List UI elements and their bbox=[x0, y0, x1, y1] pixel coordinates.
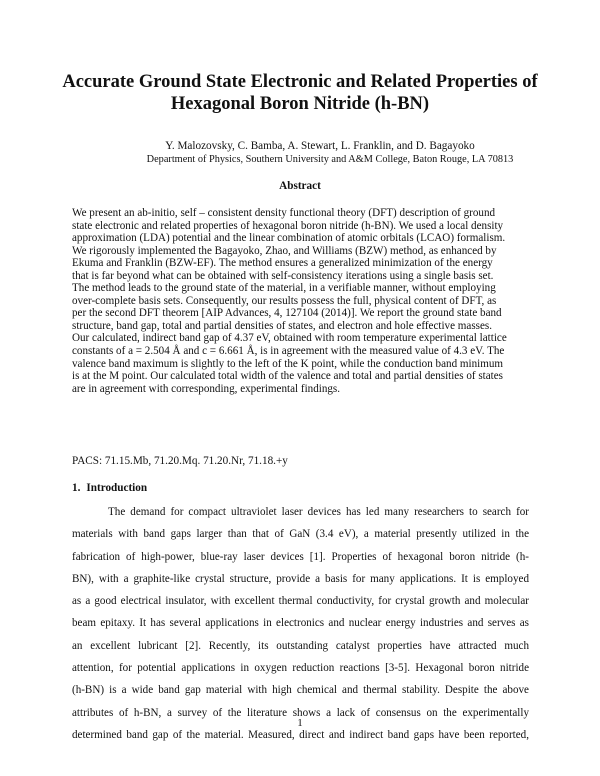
abstract-line: Ekuma and Franklin (BZW-EF). The method ensures a generalized minimization of the energy bbox=[72, 257, 493, 270]
abstract-body bbox=[72, 207, 532, 395]
body-line: an excellent lubricant [2]. Recently, its outstanding catalyst properties have attracted much bbox=[72, 639, 529, 652]
abstract-line: that is far beyond what can be obtained with self-consistency iterations using a single basis set. bbox=[72, 269, 494, 282]
paper-title-line-2: Hexagonal Boron Nitride (h-BN) bbox=[170, 94, 430, 114]
body-line: The demand for compact ultraviolet laser devices has led many researchers to search for bbox=[108, 506, 529, 518]
abstract-line: structure, band gap, total and partial densities of states, and electron and hole effective masses. bbox=[72, 319, 492, 332]
section-title: Introduction bbox=[86, 482, 148, 494]
abstract-line: per the second DFT theorem [AIP Advances, 4, 127104 (2014)]. We report the ground state band bbox=[72, 307, 502, 320]
abstract-line: valence band maximum is slightly to the left of the K point, while the conduction band minimum bbox=[72, 357, 504, 370]
abstract-heading: Abstract bbox=[279, 180, 321, 192]
abstract-line: We present an ab-initio, self – consistent density functional theory (DFT) description of ground bbox=[72, 207, 496, 219]
abstract-line: approximation (LDA) potential and the linear combination of atomic orbitals (LCAO) formalism. bbox=[72, 232, 506, 245]
author-affiliation: Department of Physics, Southern University and A&M College, Baton Rouge, LA 70813 bbox=[146, 154, 514, 165]
body-line: attributes of h-BN, a survey of the literature shows a lack of consensus on the experimentally bbox=[72, 706, 529, 719]
abstract-line: over-complete basis sets. Consequently, our results possess the full, physical content of DFT, as bbox=[72, 294, 497, 307]
body-line: beam epitaxy. It has several applications in electronics and nuclear energy industries and serves as bbox=[72, 617, 529, 630]
author-list: Y. Malozovsky, C. Bamba, A. Stewart, L. Franklin, and D. Bagayoko bbox=[165, 140, 475, 152]
page-number: 1 bbox=[297, 717, 303, 729]
body-line: materials with band gaps larger than that of GaN (3.4 eV), a material presently utilized in the bbox=[72, 528, 529, 541]
paper-title-line-1: Accurate Ground State Electronic and Related Properties of bbox=[62, 72, 538, 92]
abstract-line: state electronic and related properties of hexagonal boron nitride (h-BN). We used a local density bbox=[72, 219, 504, 232]
body-line: determined band gap of the material. Measured, direct and indirect band gaps have been reported, bbox=[72, 728, 529, 741]
abstract-line: Our calculated, indirect band gap of 4.37 eV, obtained with room temperature experimental lattice bbox=[72, 332, 507, 345]
abstract-line: The method leads to the ground state of the material, in a verifiable manner, without employing bbox=[72, 282, 496, 295]
body-line: BN), with a graphite-like crystal structure, provide a basis for many applications. It is employed bbox=[72, 572, 529, 585]
body-line: attention, for potential applications in oxygen reduction reactions [3-5]. Hexagonal boron nitride bbox=[72, 662, 529, 675]
section-heading-introduction bbox=[72, 481, 147, 495]
abstract-line: are in agreement with corresponding, experimental findings. bbox=[72, 382, 341, 395]
pacs-codes: PACS: 71.15.Mb, 71.20.Mq. 71.20.Nr, 71.18.+y bbox=[72, 455, 288, 467]
body-line: fabrication of high-power, blue-ray laser devices [1]. Properties of hexagonal boron nitride (h- bbox=[72, 550, 529, 563]
introduction-body bbox=[72, 501, 529, 746]
abstract-line: We rigorously implemented the Bagayoko, Zhao, and Williams (BZW) method, as enhanced by bbox=[72, 244, 497, 257]
abstract-line: constants of a = 2.504 Å and c = 6.661 Å, is in agreement with the measured value of 4.3 eV. The bbox=[72, 345, 505, 358]
body-line: as a good electrical insulator, with excellent thermal conductivity, for crystal growth and molecular bbox=[72, 595, 529, 608]
paper-title bbox=[40, 71, 560, 115]
section-number: 1. bbox=[72, 482, 81, 494]
body-line: (h-BN) is a wide band gap material with high chemical and thermal stability. Despite the above bbox=[72, 684, 529, 697]
abstract-line: is at the M point. Our calculated total width of the valence and total and partial densities of states bbox=[72, 370, 503, 383]
